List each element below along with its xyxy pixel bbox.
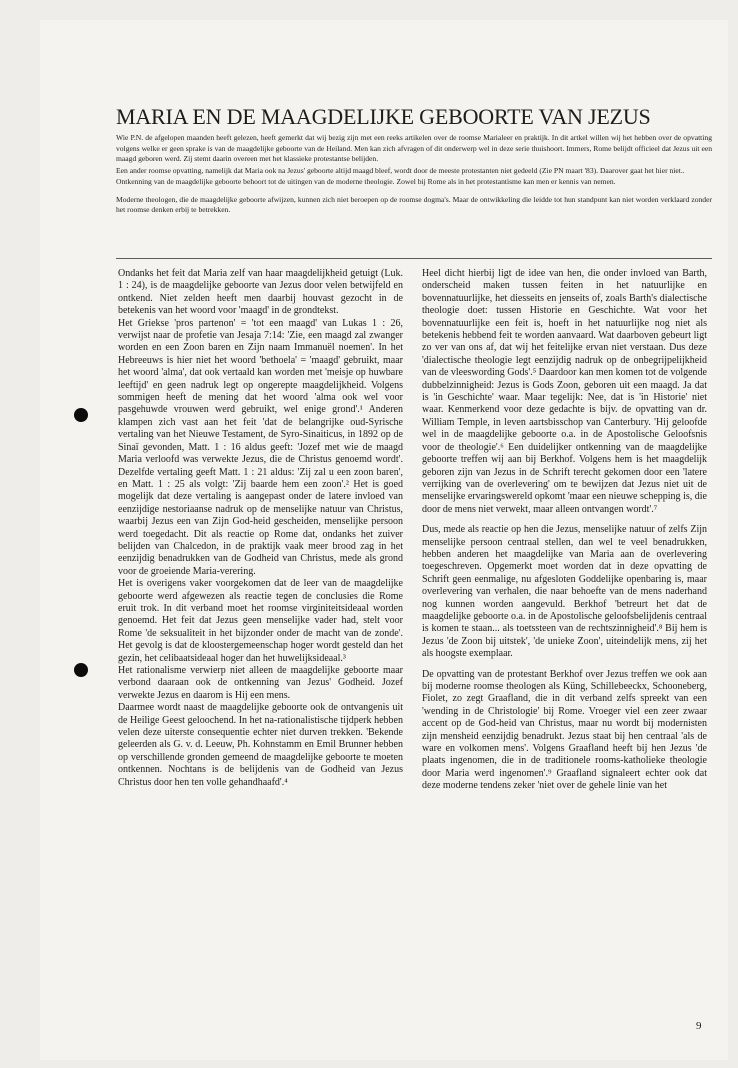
body-paragraph: Dus, mede als reactie op hen die Jezus, menselijke natuur of zelfs Zijn menselijke persoon centraal stellen, dan wel te veel benadrukken, hebben anderen het maagdelijke van Maria aan de overlevering toegeschreven. Opgemerkt moet worden dat in deze opvatting de Schrift geen eenmalige, nu afgesloten Goddelijke openbaring is, maar overlevering van verhalen, die naar behoefte van de mens naderhand nog kunnen worden aangevuld. Berkhof 'betreurt het dat de maagdelijke geboorte o.a. in de Apostolische geloofsbelijdenis centraal is komen te staan... als toetssteen van de rechtszinnigheid'.⁸ Bij hem is Jezus 'de Zoon bij uitstek', 'de unieke Zoon', uiteindelijk mens, zij het als hoogste exemplaar. [422, 524, 707, 660]
intro-block [116, 133, 712, 217]
body-paragraph: Het rationalisme verwierp niet alleen de maagdelijke geboorte maar verbond daaraan ook de ontkenning van Jezus' Godheid. Jozef verwekte Jezus en daarom is Hij een mens. [118, 665, 403, 701]
body-paragraph: Het Griekse 'pros partenon' = 'tot een maagd' van Lukas 1 : 26, verwijst naar de profetie van Jesaja 7:14: 'Zie, een maagd zal zwanger worden en een Zoon baren en Zijn naam Immanuël noemen'. In het Hebreeuws is hier niet het woord 'bethoela' = 'maagd' gebruikt, maar het woord 'alma', dat ook vertaald kan worden met 'meisje op huwbare leeftijd' en geen nadruk legt op ongerepte maagdelijkheid. Volgens sommigen heeft de mening dat het woord 'alma ook wel voor pasgehuwde vrouwen werd gebruikt, wel enige grond'.¹ Anderen klampen zich vast aan het feit 'dat de belangrijke oud-Syrische vertaling van het Nieuwe Testament, de Syro-Sinaiticus, in 1892 op de Sinaï gevonden, Matt. 1 : 16 aldus geeft: 'Jozef met wie de maagd Maria verloofd was verwekte Jezus, die de Christus genoemd wordt'. Dezelfde vertaling geeft Matt. 1 : 21 aldus: 'Zij zal u een zoon baren', en Matt. 1 : 25 als volgt: 'Zij baarde hem een zoon'.² Het is goed mogelijk dat deze vertaling is aangepast onder de latere invloed van eenzijdige nestoriaanse nadruk op de menselijke natuur van Christus, waarbij Jezus een van Zijn God-heid gescheiden, menselijke persoon werd toegedacht. Dit als reactie op Rome dat, ondanks het zuiver belijden van Chalcedon, in de praktijk vaak meer brood zag in het eenzijdig benadrukken van de Godheid van Christus, mede als grond voor de groeiende Maria-verering. [118, 317, 403, 577]
article-title: MARIA EN DE MAAGDELIJKE GEBOORTE VAN JEZUS [116, 104, 651, 129]
binder-hole-bottom [74, 663, 88, 677]
body-paragraph: Het is overigens vaker voorgekomen dat de leer van de maagdelijke geboorte werd afgewezen als reactie tegen de conclusies die Rome eruit trok. In dit verband moet het roomse virginiteitsideaal worden genoemd. Het feit dat Jezus geen menselijke vader had, stelt voor Rome 'de seksualiteit in het bijzonder onder de macht van de zonde'. Het gevolg is dat de kloostergemeenschap hoger wordt gesteld dan het gezin, het celibaatsideaal hoger dan het huwelijksideaal.³ [118, 578, 403, 664]
intro-paragraph: Ontkenning van de maagdelijke geboorte behoort tot de uitingen van de moderne theologie. Zowel bij Rome als in het protestantisme kan men er kennis van nemen. [116, 177, 616, 186]
page-number: 9 [696, 1020, 702, 1032]
intro-paragraph: Wie P.N. de afgelopen maanden heeft gelezen, heeft gemerkt dat wij bezig zijn met een reeks artikelen over de roomse Marialeer en praktijk. In dit artkel willen wij het hebben over de opvatting volgens welke er geen sprake is van de maagdelijke geboorte van de Heiland. Men kan zich afvragen of dit onderwerp wel in deze serie thuishoort. Immers, Rome belijdt officieel dat Jezus uit een maagd geboren werd. Zij stemt daarin overeen met het klassieke protestantse belijden. [116, 133, 712, 163]
binder-hole-top [74, 408, 88, 422]
document-page [40, 20, 728, 1060]
divider-rule [116, 258, 712, 259]
intro-paragraph: Moderne theologen, die de maagdelijke geboorte afwijzen, kunnen zich niet beroepen op de roomse dogma's. Maar de ontwikkeling die leidde tot hun standpunt kan niet worden verklaard zonder het roomse denken erbij te betrekken. [116, 194, 712, 214]
column-left [118, 268, 403, 789]
body-paragraph: De opvatting van de protestant Berkhof over Jezus treffen we ook aan bij moderne roomse theologen als Küng, Schillebeeckx, Schooneberg, Fiolet, zo zegt Graafland, die in dit verband zelfs spreekt van een 'wending in de Christologie' bij Rome. Vroeger viel een zeer zwaar accent op de God-heid van Christus, maar nu wordt bij modernisten zijn mensheid eenzijdig benadrukt. Jezus staat bij hen centraal 'als de ware en volkomen mens'. Volgens Graafland heeft bij hen Jezus 'de plaats ingenomen, die in de traditionele rooms-katholieke theologie door Maria werd ingenomen'.⁹ Graafland signaleert echter ook dat deze moderne tendens zeker 'niet over de gehele linie van het [422, 668, 707, 792]
intro-paragraph: Een ander roomse opvatting, namelijk dat Maria ook na Jezus' geboorte altijd maagd bleef, wordt door de meeste protestanten niet gedeeld (Zie PN maart '83). Daarover gaat het hier niet.. [116, 165, 685, 175]
body-paragraph: Heel dicht hierbij ligt de idee van hen, die onder invloed van Barth, onderscheid maken tussen feiten in het natuurlijke en bovennatuurlijke, het diesseits en jenseits of, zoals Barth's dialectische theologie doet: tussen Historie en Geschichte. Wat voor het bovennatuurlijke een feit is, hoeft in het natuurlijke nog niet als betekenis hebbend feit te worden aanvaard. Wat daarboven gebeurt ligt zo ver van ons af, dat wij het feitelijke ervan niet verstaan. Dus deze 'dialectische theologie legt eenzijdig nadruk op de onbegrijpelijkheid van de vleeswording Gods'.⁵ Daardoor kan men komen tot de volgende dubbelzinnigheid: Jezus is Gods Zoon, geboren uit een maagd. Ja dat is 'in Geschichte' waar. Maar tegelijk: Nee, dat is 'in Historie' niet waar. Kenmerkend voor deze gedachte is bijv. de opvatting van dr. William Temple, in leven aartsbisschop van Canterbury. 'Hij geloofde wel in de maagdelijke geboorte o.a. in de Apostolische Geloofsnis voor de theologie'.⁶ Een duidelijker ontkenning van de maagdelijke geboorte treffen wij aan bij Berkhof. Volgens hem is het maagdelijk geboren zijn van Jezus in de Schrift terecht gekomen door een 'latere verrijking van de overlevering' om te bewijzen dat Jezus niet uit de menselijke ervaringswereld opkomt 'maar een nieuwe schepping is, die door de mens niet verwekt, maar alleen ontvangen wordt'.⁷ [422, 268, 707, 515]
body-paragraph: Daarmee wordt naast de maagdelijke geboorte ook de ontvangenis uit de Heilige Geest geloochend. In het na-rationalistische tijdperk hebben velen deze uiterste consequentie echter niet durven trekken. 'Bekende geleerden als G. v. d. Leeuw, Ph. Kohnstamm en Emil Brunner hebben op verschillende gronden gemeend de maagdelijke geboorte te moeten ontkennen. Nochtans is de belijdenis van de Godheid van Jezus Christus door hen ten volle gehandhaafd'.⁴ [118, 702, 403, 788]
column-right [422, 268, 707, 793]
body-paragraph: Ondanks het feit dat Maria zelf van haar maagdelijkheid getuigt (Luk. 1 : 24), is de maagdelijke geboorte van Jezus door velen betwijfeld en ontkend. Niet zelden heeft men daarbij houvast gezocht in de betekenis van het woord voor 'maagd' in de grondtekst. [118, 268, 403, 317]
